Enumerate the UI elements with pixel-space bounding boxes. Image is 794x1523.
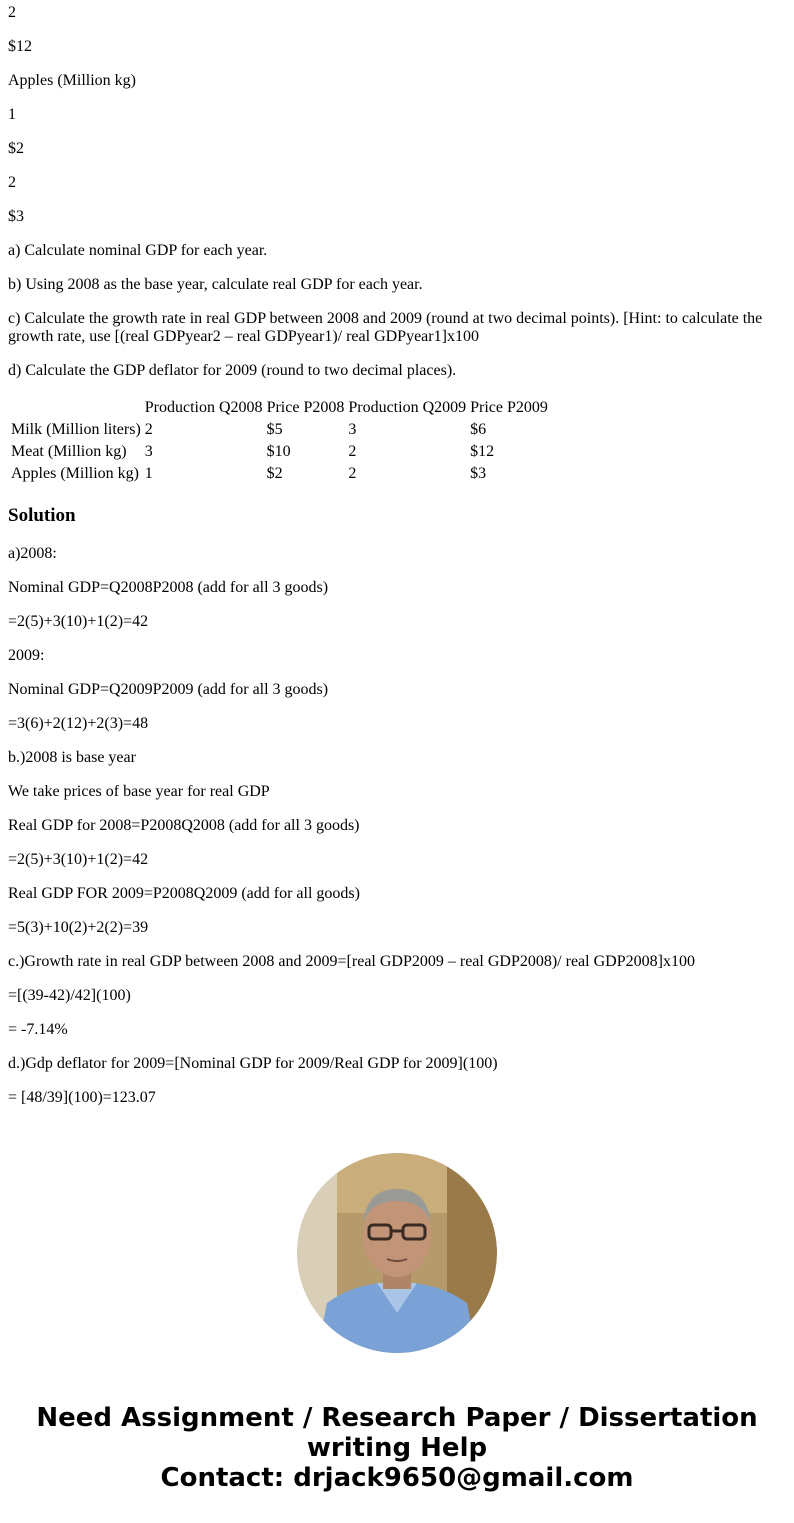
solution-line: = [48/39](100)=123.07 <box>8 1089 156 1106</box>
intro-line: $12 <box>8 38 32 55</box>
table-row <box>10 464 549 484</box>
table-cell: 2 <box>348 465 357 482</box>
solution-line: =[(39-42)/42](100) <box>8 987 131 1004</box>
table-header-row <box>10 398 549 418</box>
solution-line: Nominal GDP=Q2009P2009 (add for all 3 goods) <box>8 681 329 698</box>
table-row <box>10 420 549 440</box>
solution-line: Real GDP for 2008=P2008Q2008 (add for all 3 goods) <box>8 817 360 834</box>
table-cell: 3 <box>348 421 357 438</box>
table-cell: $6 <box>470 421 487 438</box>
solution-line: d.)Gdp deflator for 2009=[Nominal GDP for 2009/Real GDP for 2009](100) <box>8 1055 498 1072</box>
solution-line: =5(3)+10(2)+2(2)=39 <box>8 919 149 936</box>
intro-line: 1 <box>8 106 16 123</box>
solution-line: =2(5)+3(10)+1(2)=42 <box>8 851 149 868</box>
table-header-cell: Price P2008 <box>266 399 345 416</box>
solution-heading: Solution <box>8 505 76 526</box>
table-cell: Meat (Million kg) <box>11 443 127 460</box>
intro-line: $3 <box>8 208 24 225</box>
solution-line: b.)2008 is base year <box>8 749 136 766</box>
promo-contact: Contact: drjack9650@gmail.com <box>160 1463 634 1493</box>
question-d: d) Calculate the GDP deflator for 2009 (round to two decimal places). <box>8 362 457 379</box>
table-cell: 2 <box>144 421 153 438</box>
table-cell: $12 <box>470 443 495 460</box>
table-header-cell <box>10 398 142 418</box>
table-cell: 3 <box>144 443 153 460</box>
intro-line: $2 <box>8 140 24 157</box>
table-cell: $5 <box>266 421 283 438</box>
solution-line: We take prices of base year for real GDP <box>8 783 270 800</box>
production-price-table <box>8 396 551 486</box>
solution-line: =3(6)+2(12)+2(3)=48 <box>8 715 149 732</box>
table-row <box>10 442 549 462</box>
solution-line: c.)Growth rate in real GDP between 2008 and 2009=[real GDP2009 – real GDP2008)/ real GDP2008]x100 <box>8 953 695 970</box>
table-cell: $3 <box>470 465 487 482</box>
table-header-cell: Production Q2008 <box>144 399 263 416</box>
solution-line: 2009: <box>8 647 45 664</box>
question-b: b) Using 2008 as the base year, calculate real GDP for each year. <box>8 276 423 293</box>
solution-line: Real GDP FOR 2009=P2008Q2009 (add for all goods) <box>8 885 360 902</box>
solution-line: Nominal GDP=Q2008P2008 (add for all 3 goods) <box>8 579 329 596</box>
intro-line: Apples (Million kg) <box>8 72 136 89</box>
avatar-portrait-icon <box>297 1153 497 1353</box>
intro-line: 2 <box>8 174 16 191</box>
solution-line: a)2008: <box>8 545 57 562</box>
table-cell: Apples (Million kg) <box>11 465 139 482</box>
table-header-cell: Production Q2009 <box>348 399 467 416</box>
solution-line: =2(5)+3(10)+1(2)=42 <box>8 613 149 630</box>
table-cell: 1 <box>144 465 153 482</box>
author-avatar <box>297 1153 497 1353</box>
promo-line-2: writing Help <box>306 1433 488 1463</box>
intro-line: 2 <box>8 4 16 21</box>
table-cell: Milk (Million liters) <box>11 421 141 438</box>
question-a: a) Calculate nominal GDP for each year. <box>8 242 268 259</box>
promo-banner <box>0 1403 794 1493</box>
solution-line: = -7.14% <box>8 1021 68 1038</box>
table-header-cell: Price P2009 <box>470 399 548 416</box>
table-cell: 2 <box>348 443 357 460</box>
question-c: c) Calculate the growth rate in real GDP between 2008 and 2009 (round at two decimal points). [Hint: to calculate the growth rate, use [(real GDPyear2 – real GDPyear1)/ real GDPyear1]x100 <box>8 310 763 345</box>
promo-line-1: Need Assignment / Research Paper / Dissertation <box>36 1403 758 1433</box>
table-cell: $10 <box>266 443 291 460</box>
table-cell: $2 <box>266 465 283 482</box>
